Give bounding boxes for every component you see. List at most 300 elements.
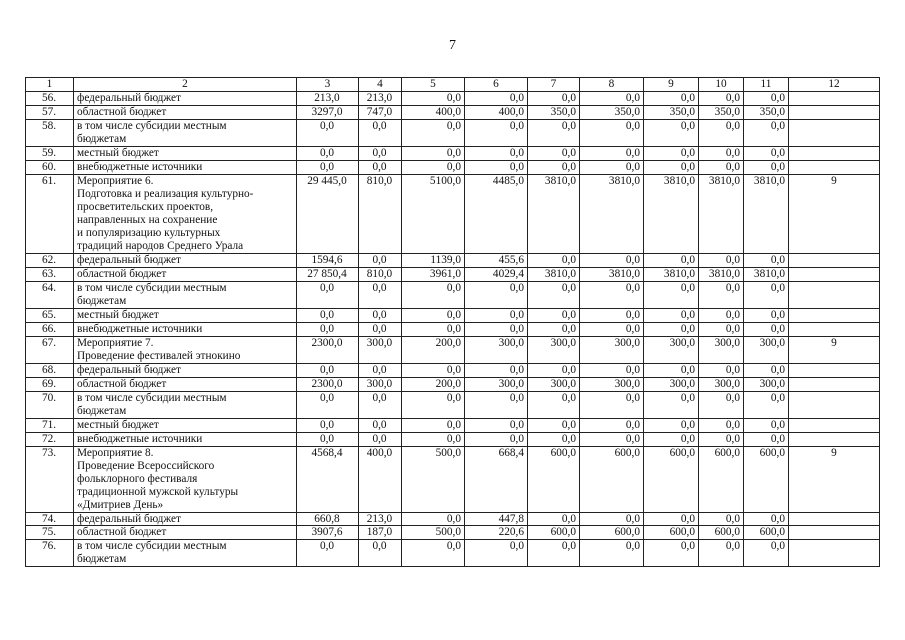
target-indicator-ref xyxy=(789,91,880,105)
target-indicator-ref xyxy=(789,253,880,267)
value-cell: 2300,0 xyxy=(297,336,359,363)
value-cell: 300,0 xyxy=(528,377,580,391)
value-cell: 213,0 xyxy=(359,91,402,105)
value-cell: 0,0 xyxy=(644,391,699,418)
table-row xyxy=(26,336,880,363)
value-cell: 0,0 xyxy=(699,540,744,567)
value-cell: 0,0 xyxy=(644,432,699,446)
value-cell: 0,0 xyxy=(699,512,744,526)
value-cell: 3810,0 xyxy=(744,174,789,253)
value-cell: 0,0 xyxy=(699,281,744,308)
value-cell: 0,0 xyxy=(359,119,402,146)
row-name xyxy=(74,363,297,377)
column-header: 7 xyxy=(528,78,580,92)
row-name-line: Мероприятие 6. xyxy=(77,174,154,187)
value-cell: 213,0 xyxy=(297,91,359,105)
page-number: 7 xyxy=(449,38,456,53)
row-number: 61. xyxy=(26,174,74,253)
value-cell: 0,0 xyxy=(402,322,465,336)
value-cell: 0,0 xyxy=(580,432,644,446)
value-cell: 300,0 xyxy=(359,377,402,391)
row-name xyxy=(74,267,297,281)
column-header: 11 xyxy=(744,78,789,92)
value-cell: 3810,0 xyxy=(644,174,699,253)
value-cell: 0,0 xyxy=(644,418,699,432)
column-header: 6 xyxy=(465,78,528,92)
value-cell: 0,0 xyxy=(528,432,580,446)
table-row xyxy=(26,322,880,336)
value-cell: 0,0 xyxy=(744,432,789,446)
value-cell: 0,0 xyxy=(580,91,644,105)
value-cell: 0,0 xyxy=(297,432,359,446)
table-row xyxy=(26,377,880,391)
value-cell: 0,0 xyxy=(744,308,789,322)
value-cell: 0,0 xyxy=(528,91,580,105)
value-cell: 350,0 xyxy=(528,105,580,119)
value-cell: 0,0 xyxy=(699,308,744,322)
row-name-line: традиционной мужской культуры xyxy=(77,485,239,498)
target-indicator-ref xyxy=(789,377,880,391)
value-cell: 350,0 xyxy=(699,105,744,119)
value-cell: 600,0 xyxy=(644,446,699,512)
target-indicator-ref xyxy=(789,281,880,308)
value-cell: 29 445,0 xyxy=(297,174,359,253)
value-cell: 0,0 xyxy=(297,281,359,308)
value-cell: 0,0 xyxy=(359,363,402,377)
row-name xyxy=(74,160,297,174)
value-cell: 0,0 xyxy=(580,363,644,377)
value-cell: 300,0 xyxy=(699,377,744,391)
value-cell: 0,0 xyxy=(580,281,644,308)
value-cell: 0,0 xyxy=(699,91,744,105)
target-indicator-ref: 9 xyxy=(789,446,880,512)
row-name-line: Проведение фестивалей этнокино xyxy=(77,349,241,362)
value-cell: 810,0 xyxy=(359,267,402,281)
table-row xyxy=(26,526,880,540)
value-cell: 0,0 xyxy=(465,146,528,160)
table-row xyxy=(26,253,880,267)
value-cell: 3961,0 xyxy=(402,267,465,281)
row-name-line: в том числе субсидии местным xyxy=(77,119,227,132)
value-cell: 600,0 xyxy=(580,526,644,540)
value-cell: 600,0 xyxy=(644,526,699,540)
value-cell: 0,0 xyxy=(359,322,402,336)
value-cell: 0,0 xyxy=(297,308,359,322)
value-cell: 300,0 xyxy=(528,336,580,363)
row-name-line: просветительских проектов, xyxy=(77,200,214,213)
target-indicator-ref xyxy=(789,322,880,336)
value-cell: 600,0 xyxy=(528,446,580,512)
value-cell: 0,0 xyxy=(297,363,359,377)
table-row xyxy=(26,105,880,119)
value-cell: 300,0 xyxy=(744,336,789,363)
value-cell: 600,0 xyxy=(699,446,744,512)
value-cell: 200,0 xyxy=(402,377,465,391)
column-header: 3 xyxy=(297,78,359,92)
value-cell: 0,0 xyxy=(744,322,789,336)
value-cell: 0,0 xyxy=(465,540,528,567)
value-cell: 0,0 xyxy=(528,160,580,174)
row-name xyxy=(74,526,297,540)
row-name-line: федеральный бюджет xyxy=(77,253,181,266)
value-cell: 0,0 xyxy=(744,160,789,174)
row-number: 59. xyxy=(26,146,74,160)
budget-table xyxy=(25,77,880,567)
row-name-line: бюджетам xyxy=(77,294,127,307)
row-name-line: направленных на сохранение xyxy=(77,213,218,226)
value-cell: 0,0 xyxy=(359,146,402,160)
row-name-line: Подготовка и реализация культурно- xyxy=(77,187,254,200)
value-cell: 0,0 xyxy=(297,418,359,432)
value-cell: 0,0 xyxy=(644,160,699,174)
value-cell: 600,0 xyxy=(699,526,744,540)
value-cell: 0,0 xyxy=(644,363,699,377)
row-name xyxy=(74,418,297,432)
row-name xyxy=(74,105,297,119)
value-cell: 2300,0 xyxy=(297,377,359,391)
value-cell: 0,0 xyxy=(402,512,465,526)
value-cell: 3810,0 xyxy=(580,174,644,253)
value-cell: 0,0 xyxy=(528,119,580,146)
column-header: 4 xyxy=(359,78,402,92)
row-name-line: областной бюджет xyxy=(77,267,167,280)
row-name-line: областной бюджет xyxy=(77,526,167,539)
value-cell: 4029,4 xyxy=(465,267,528,281)
table-row xyxy=(26,391,880,418)
table-row xyxy=(26,281,880,308)
value-cell: 0,0 xyxy=(359,253,402,267)
table-row xyxy=(26,540,880,567)
row-number: 72. xyxy=(26,432,74,446)
value-cell: 3810,0 xyxy=(528,267,580,281)
value-cell: 600,0 xyxy=(744,446,789,512)
value-cell: 400,0 xyxy=(465,105,528,119)
row-number: 65. xyxy=(26,308,74,322)
value-cell: 600,0 xyxy=(528,526,580,540)
row-name-line: бюджетам xyxy=(77,404,127,417)
value-cell: 0,0 xyxy=(465,308,528,322)
row-name xyxy=(74,512,297,526)
row-name-line: бюджетам xyxy=(77,553,127,566)
value-cell: 0,0 xyxy=(465,119,528,146)
value-cell: 0,0 xyxy=(402,146,465,160)
row-number: 73. xyxy=(26,446,74,512)
value-cell: 668,4 xyxy=(465,446,528,512)
target-indicator-ref xyxy=(789,363,880,377)
row-name-line: в том числе субсидии местным xyxy=(77,540,227,553)
value-cell: 300,0 xyxy=(580,336,644,363)
value-cell: 0,0 xyxy=(528,363,580,377)
value-cell: 350,0 xyxy=(580,105,644,119)
value-cell: 0,0 xyxy=(744,512,789,526)
value-cell: 0,0 xyxy=(465,391,528,418)
row-name xyxy=(74,391,297,418)
row-name xyxy=(74,446,297,512)
target-indicator-ref xyxy=(789,105,880,119)
value-cell: 0,0 xyxy=(699,363,744,377)
row-name xyxy=(74,377,297,391)
row-name-line: внебюджетные источники xyxy=(77,160,203,173)
target-indicator-ref xyxy=(789,391,880,418)
row-name xyxy=(74,174,297,253)
row-number: 68. xyxy=(26,363,74,377)
value-cell: 0,0 xyxy=(580,308,644,322)
table-row xyxy=(26,512,880,526)
value-cell: 0,0 xyxy=(744,391,789,418)
value-cell: 0,0 xyxy=(744,363,789,377)
row-name-line: местный бюджет xyxy=(77,418,159,431)
value-cell: 0,0 xyxy=(580,540,644,567)
value-cell: 1139,0 xyxy=(402,253,465,267)
value-cell: 300,0 xyxy=(699,336,744,363)
value-cell: 0,0 xyxy=(465,363,528,377)
column-header: 12 xyxy=(789,78,880,92)
value-cell: 0,0 xyxy=(644,146,699,160)
value-cell: 0,0 xyxy=(528,418,580,432)
row-number: 66. xyxy=(26,322,74,336)
value-cell: 3907,6 xyxy=(297,526,359,540)
target-indicator-ref: 9 xyxy=(789,336,880,363)
row-number: 70. xyxy=(26,391,74,418)
target-indicator-ref xyxy=(789,160,880,174)
target-indicator-ref xyxy=(789,119,880,146)
value-cell: 3810,0 xyxy=(580,267,644,281)
value-cell: 300,0 xyxy=(580,377,644,391)
value-cell: 0,0 xyxy=(699,432,744,446)
value-cell: 0,0 xyxy=(402,308,465,322)
row-name xyxy=(74,281,297,308)
value-cell: 0,0 xyxy=(744,418,789,432)
value-cell: 0,0 xyxy=(744,91,789,105)
value-cell: 0,0 xyxy=(297,540,359,567)
value-cell: 213,0 xyxy=(359,512,402,526)
value-cell: 0,0 xyxy=(699,146,744,160)
row-number: 76. xyxy=(26,540,74,567)
target-indicator-ref xyxy=(789,308,880,322)
column-header: 8 xyxy=(580,78,644,92)
row-name xyxy=(74,253,297,267)
row-number: 67. xyxy=(26,336,74,363)
value-cell: 0,0 xyxy=(644,253,699,267)
value-cell: 0,0 xyxy=(359,418,402,432)
value-cell: 300,0 xyxy=(359,336,402,363)
target-indicator-ref: 9 xyxy=(789,174,880,253)
value-cell: 0,0 xyxy=(580,322,644,336)
value-cell: 0,0 xyxy=(580,160,644,174)
table-row xyxy=(26,308,880,322)
table-row xyxy=(26,432,880,446)
value-cell: 400,0 xyxy=(402,105,465,119)
value-cell: 5100,0 xyxy=(402,174,465,253)
value-cell: 0,0 xyxy=(359,391,402,418)
row-name-line: Мероприятие 8. xyxy=(77,446,154,459)
value-cell: 3810,0 xyxy=(644,267,699,281)
row-number: 64. xyxy=(26,281,74,308)
row-name xyxy=(74,322,297,336)
table-row xyxy=(26,146,880,160)
value-cell: 3810,0 xyxy=(744,267,789,281)
table-row xyxy=(26,174,880,253)
value-cell: 0,0 xyxy=(580,146,644,160)
row-name-line: традиций народов Среднего Урала xyxy=(77,239,244,252)
target-indicator-ref xyxy=(789,526,880,540)
table-row xyxy=(26,446,880,512)
row-name xyxy=(74,308,297,322)
value-cell: 0,0 xyxy=(465,322,528,336)
value-cell: 0,0 xyxy=(528,540,580,567)
value-cell: 0,0 xyxy=(580,512,644,526)
target-indicator-ref xyxy=(789,146,880,160)
value-cell: 0,0 xyxy=(744,253,789,267)
value-cell: 0,0 xyxy=(402,418,465,432)
value-cell: 400,0 xyxy=(359,446,402,512)
value-cell: 300,0 xyxy=(644,336,699,363)
value-cell: 0,0 xyxy=(644,512,699,526)
row-name-line: местный бюджет xyxy=(77,146,159,159)
value-cell: 187,0 xyxy=(359,526,402,540)
value-cell: 200,0 xyxy=(402,336,465,363)
value-cell: 810,0 xyxy=(359,174,402,253)
value-cell: 600,0 xyxy=(744,526,789,540)
value-cell: 0,0 xyxy=(528,322,580,336)
value-cell: 0,0 xyxy=(297,322,359,336)
value-cell: 300,0 xyxy=(465,336,528,363)
value-cell: 0,0 xyxy=(744,119,789,146)
value-cell: 500,0 xyxy=(402,446,465,512)
value-cell: 0,0 xyxy=(402,432,465,446)
row-name-line: областной бюджет xyxy=(77,105,167,118)
row-name-line: Мероприятие 7. xyxy=(77,336,154,349)
row-name-line: областной бюджет xyxy=(77,377,167,390)
row-name-line: Проведение Всероссийского xyxy=(77,459,215,472)
target-indicator-ref xyxy=(789,540,880,567)
column-header: 5 xyxy=(402,78,465,92)
value-cell: 3297,0 xyxy=(297,105,359,119)
row-number: 63. xyxy=(26,267,74,281)
value-cell: 0,0 xyxy=(359,281,402,308)
value-cell: 0,0 xyxy=(465,432,528,446)
value-cell: 0,0 xyxy=(699,160,744,174)
value-cell: 600,0 xyxy=(580,446,644,512)
value-cell: 0,0 xyxy=(465,281,528,308)
value-cell: 27 850,4 xyxy=(297,267,359,281)
row-name-line: федеральный бюджет xyxy=(77,512,181,525)
value-cell: 0,0 xyxy=(744,540,789,567)
value-cell: 0,0 xyxy=(528,146,580,160)
value-cell: 0,0 xyxy=(402,281,465,308)
value-cell: 0,0 xyxy=(644,308,699,322)
value-cell: 0,0 xyxy=(644,322,699,336)
value-cell: 455,6 xyxy=(465,253,528,267)
value-cell: 0,0 xyxy=(699,391,744,418)
table-row xyxy=(26,119,880,146)
value-cell: 0,0 xyxy=(402,119,465,146)
column-header: 10 xyxy=(699,78,744,92)
row-name-line: федеральный бюджет xyxy=(77,91,181,104)
value-cell: 0,0 xyxy=(580,119,644,146)
value-cell: 0,0 xyxy=(580,253,644,267)
value-cell: 747,0 xyxy=(359,105,402,119)
row-name-line: местный бюджет xyxy=(77,308,159,321)
value-cell: 3810,0 xyxy=(528,174,580,253)
row-name-line: внебюджетные источники xyxy=(77,322,203,335)
value-cell: 0,0 xyxy=(699,418,744,432)
row-number: 75. xyxy=(26,526,74,540)
value-cell: 350,0 xyxy=(744,105,789,119)
row-number: 56. xyxy=(26,91,74,105)
value-cell: 300,0 xyxy=(644,377,699,391)
row-number: 58. xyxy=(26,119,74,146)
value-cell: 0,0 xyxy=(528,512,580,526)
row-name-line: внебюджетные источники xyxy=(77,432,203,445)
value-cell: 0,0 xyxy=(359,308,402,322)
value-cell: 4485,0 xyxy=(465,174,528,253)
row-name xyxy=(74,146,297,160)
table-row xyxy=(26,160,880,174)
value-cell: 0,0 xyxy=(359,432,402,446)
value-cell: 1594,6 xyxy=(297,253,359,267)
row-number: 57. xyxy=(26,105,74,119)
value-cell: 0,0 xyxy=(402,540,465,567)
value-cell: 0,0 xyxy=(402,91,465,105)
value-cell: 3810,0 xyxy=(699,174,744,253)
row-name-line: «Дмитриев День» xyxy=(77,498,164,511)
value-cell: 0,0 xyxy=(580,418,644,432)
value-cell: 0,0 xyxy=(297,146,359,160)
value-cell: 0,0 xyxy=(297,119,359,146)
row-name xyxy=(74,91,297,105)
value-cell: 4568,4 xyxy=(297,446,359,512)
value-cell: 0,0 xyxy=(644,281,699,308)
value-cell: 0,0 xyxy=(744,281,789,308)
value-cell: 0,0 xyxy=(465,160,528,174)
value-cell: 0,0 xyxy=(402,160,465,174)
value-cell: 0,0 xyxy=(359,160,402,174)
value-cell: 350,0 xyxy=(644,105,699,119)
target-indicator-ref xyxy=(789,432,880,446)
value-cell: 0,0 xyxy=(580,391,644,418)
value-cell: 0,0 xyxy=(699,253,744,267)
target-indicator-ref xyxy=(789,512,880,526)
value-cell: 0,0 xyxy=(644,119,699,146)
target-indicator-ref xyxy=(789,418,880,432)
table-row xyxy=(26,363,880,377)
row-name xyxy=(74,432,297,446)
row-number: 69. xyxy=(26,377,74,391)
value-cell: 0,0 xyxy=(528,253,580,267)
value-cell: 0,0 xyxy=(359,540,402,567)
header-row xyxy=(26,78,880,92)
row-number: 62. xyxy=(26,253,74,267)
value-cell: 0,0 xyxy=(699,119,744,146)
row-name xyxy=(74,540,297,567)
value-cell: 0,0 xyxy=(402,363,465,377)
column-header: 2 xyxy=(74,78,297,92)
row-name xyxy=(74,119,297,146)
row-number: 60. xyxy=(26,160,74,174)
table-row xyxy=(26,91,880,105)
row-name-line: бюджетам xyxy=(77,132,127,145)
value-cell: 300,0 xyxy=(744,377,789,391)
row-name-line: и популяризацию культурных xyxy=(77,226,221,239)
value-cell: 0,0 xyxy=(528,391,580,418)
value-cell: 0,0 xyxy=(644,91,699,105)
row-number: 74. xyxy=(26,512,74,526)
value-cell: 0,0 xyxy=(402,391,465,418)
table-row xyxy=(26,267,880,281)
target-indicator-ref xyxy=(789,267,880,281)
value-cell: 0,0 xyxy=(297,391,359,418)
